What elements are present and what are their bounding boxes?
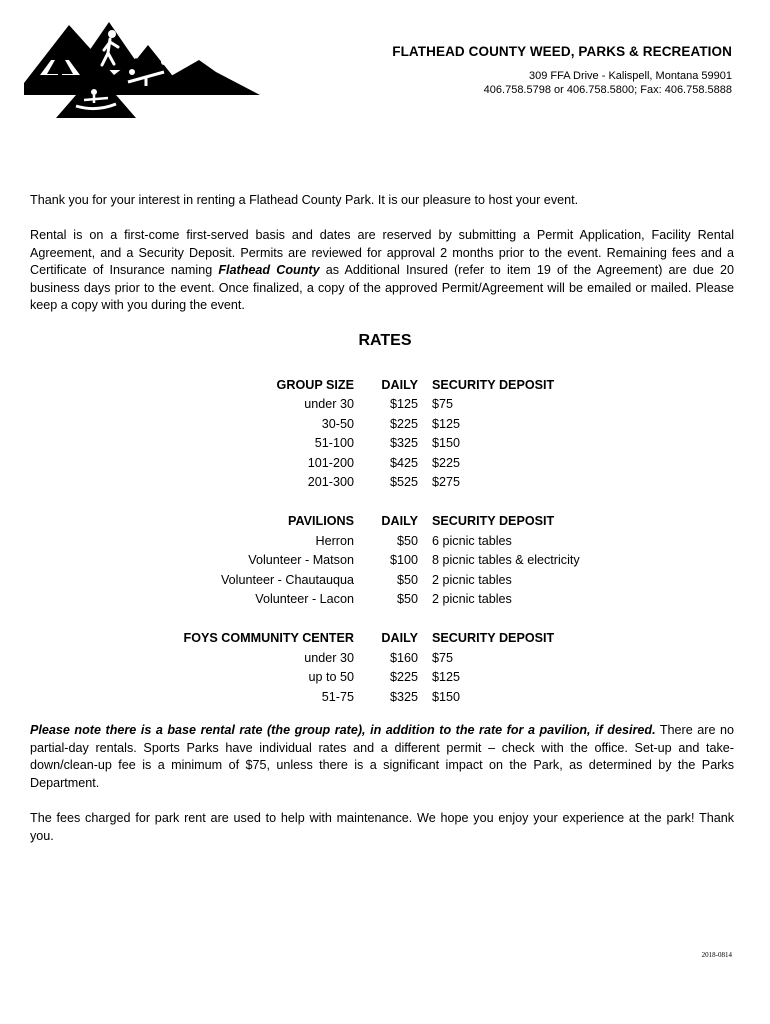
address: 309 FFA Drive - Kalispell, Montana 59901 [528, 70, 732, 82]
table-row: Volunteer - Chautauqua $50 2 picnic tables [220, 572, 512, 587]
flathead-county-emphasis: Flathead County [218, 263, 320, 277]
table-row: Volunteer - Matson $100 8 picnic tables & electricity [248, 553, 580, 568]
table-row: Volunteer - Lacon $50 2 picnic tables [255, 592, 512, 607]
group-size-header-row: GROUP SIZE DAILY SECURITY DEPOSIT [276, 377, 555, 392]
letterhead [392, 44, 732, 97]
table-row: up to 50 $225 $125 [308, 670, 461, 685]
table-row: 201-300 $525 $275 [307, 475, 461, 490]
rates-title: RATES [358, 332, 412, 349]
table-row: 51-75 $325 $150 [321, 689, 461, 704]
note-paragraph: Please note there is a base rental rate (the group rate), in addition to the rate for a pavilion, if desired. There are no partial-day rentals. Sports Parks have individual rates and a different permit – check with the office. Set-up and take-down/clean-up fee is a minimum of $75, unless there is a significant impact on the Park, as determined by the Parks Department. [30, 723, 734, 790]
phone-fax: 406.758.5798 or 406.758.5800; Fax: 406.758.5888 [483, 84, 732, 96]
fees-paragraph: The fees charged for park rent are used to help with maintenance. We hope you enjoy your experience at the park! Thank you. [30, 811, 734, 843]
table-row: 30-50 $225 $125 [321, 416, 461, 431]
table-row: Herron $50 6 picnic tables [315, 533, 512, 548]
base-rate-note: Please note there is a base rental rate (the group rate), in addition to the rate for a pavilion, if desired. [30, 723, 656, 737]
spacer-row [150, 492, 580, 512]
thank-you-paragraph: Thank you for your interest in renting a Flathead County Park. It is our pleasure to host your event. [30, 193, 579, 207]
foys-header-row: FOYS COMMUNITY CENTER DAILY SECURITY DEPOSIT [183, 631, 555, 646]
rates-table [150, 375, 580, 707]
table-row: 51-100 $325 $150 [314, 436, 461, 451]
table-row: under 30 $160 $75 [304, 650, 454, 665]
pavilions-header-row: PAVILIONS DAILY SECURITY DEPOSIT [287, 514, 555, 529]
spacer-row [150, 609, 580, 629]
table-row: under 30 $125 $75 [304, 397, 454, 412]
logo-mountains-icon [24, 20, 264, 120]
form-code: 2018-0814 [701, 951, 732, 959]
org-name: FLATHEAD COUNTY WEED, PARKS & RECREATION [392, 44, 732, 59]
table-row: 101-200 $425 $225 [307, 455, 461, 470]
rental-paragraph: Rental is on a first-come first-served basis and dates are reserved by submitting a Permit Application, Facility Rental Agreement, and a Security Deposit. Permits are reviewed for approval 2 months prior to the event. Remaining fees and a Certificate of Insurance naming Flathead County as Additional Insured (refer to item 19 of the Agreement) are due 20 business days prior to the event. Once finalized, a copy of the approved Permit/Agreement will be emailed or mailed. Please keep a copy with you during the event. [30, 228, 735, 312]
